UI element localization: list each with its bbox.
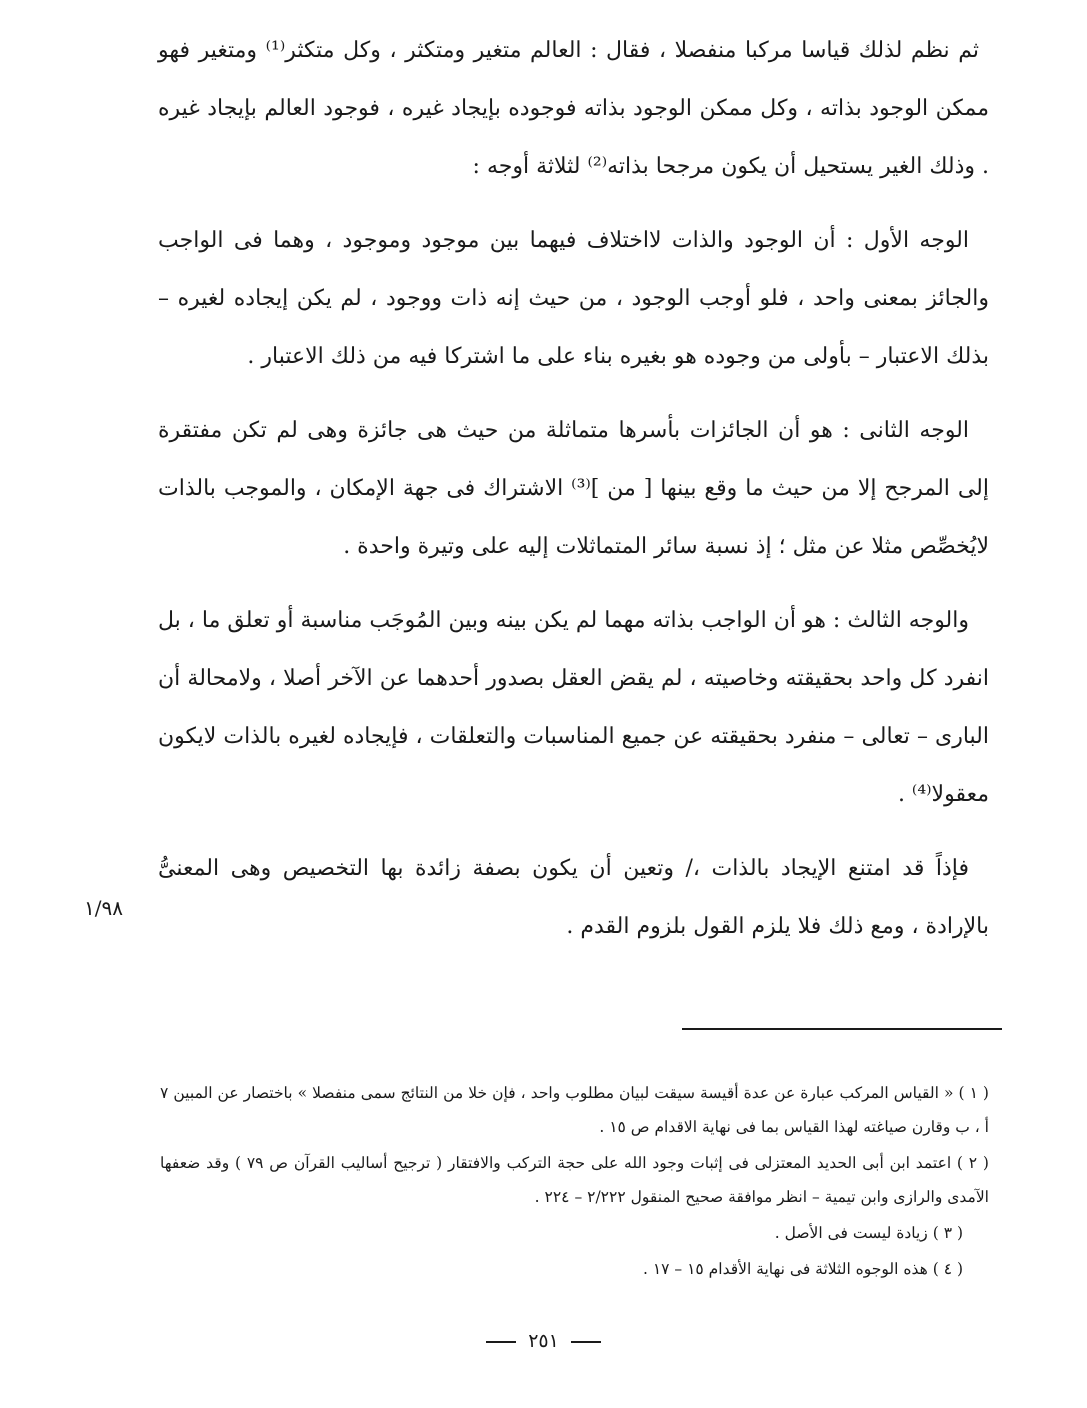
page-number: [0, 1330, 1087, 1352]
page-number-dash-right: [486, 1341, 516, 1343]
footnote-1: ( ١ ) « القياس المركب عبارة عن عدة أقيسة سيقت لبيان مطلوب واحد ، فإن خلا من النتائج سمى منفصلا » باختصار عن المبين ٧ أ ، ب وقارن صياغته لهذا القياس بما فى نهاية الاقدام ص ١٥ .: [160, 1084, 989, 1136]
page-number-dash-left: [571, 1341, 601, 1343]
footnote-separator: [682, 1028, 1002, 1030]
paragraph-third-aspect: والوجه الثالث : هو أن الواجب بذاته مهما لم يكن بينه وبين المُوجَب مناسبة أو تعلق ما ، بل انفرد كل واحد بحقيقته وخاصيته ، لم يقض العقل بصدور أحدهما عن الآخر أصلا ، ولامحالة أن البارى – تعالى – منفرد بحقيقته عن جميع المناسبات والتعلقات ، فإيجاده لغيره بالذات لايكون معقولا⁽⁴⁾ .: [158, 608, 989, 807]
footnote-4: ( ٤ ) هذه الوجوه الثلاثة فى نهاية الأقدام ١٥ – ١٧ .: [642, 1260, 963, 1278]
manuscript-folio-reference: ١/٩٨: [84, 896, 123, 920]
paragraph-first-aspect: الوجه الأول : أن الوجود والذات لااختلاف فيهما بين موجود وموجود ، وهما فى الواجب والجائز بمعنى واحد ، فلو أوجب الوجود ، من حيث إنه ذات ووجود ، لم يكن إيجاده لغيره – بذلك الاعتبار – بأولى من وجوده هو بغيره بناء على ما اشتركا فيه من ذلك الاعتبار .: [158, 228, 989, 369]
footnotes: [160, 1076, 989, 1288]
page-number-value: ٢٥١: [528, 1330, 559, 1352]
paragraph-conclusion: فإذاً قد امتنع الإيجاد بالذات ،/ وتعين أن يكون بصفة زائدة بها التخصيص وهى المعنىُّ بالإرادة ، ومع ذلك فلا يلزم القول بلزوم القدم .: [158, 856, 989, 939]
paragraph-intro: ثم نظم لذلك قياسا مركبا منفصلا ، فقال : العالم متغير ومتكثر ، وكل متكثر⁽¹⁾ ومتغير فهو ممكن الوجود بذاته ، وكل ممكن الوجود بذاته فوجوده بإيجاد غيره ، فوجود العالم بإيجاد غيره . وذلك الغير يستحيل أن يكون مرجحا بذاته⁽²⁾ لثلاثة أوجه :: [158, 38, 989, 179]
paragraph-second-aspect: الوجه الثانى : هو أن الجائزات بأسرها متماثلة من حيث هى جائزة وهى لم تكن مفتقرة إلى المرجح إلا من حيث ما وقع بينها [ من ]⁽³⁾ الاشتراك فى جهة الإمكان ، والموجب بالذات لايُخصِّص مثلا عن مثل ؛ إذ نسبة سائر المتماثلات إليه على وتيرة واحدة .: [158, 418, 989, 559]
footnote-3: ( ٣ ) زيادة ليست فى الأصل .: [774, 1224, 963, 1242]
footnote-2: ( ٢ ) اعتمد ابن أبى الحديد المعتزلى فى إثبات وجود الله على حجة التركب والافتقار ( ترجيح أساليب القرآن ص ٧٩ ) وقد ضعفها الآمدى والرازى وابن تيمية – انظر موافقة صحيح المنقول ٢/٢٢٢ – ٢٢٤ .: [160, 1154, 989, 1206]
main-text: [158, 22, 989, 968]
